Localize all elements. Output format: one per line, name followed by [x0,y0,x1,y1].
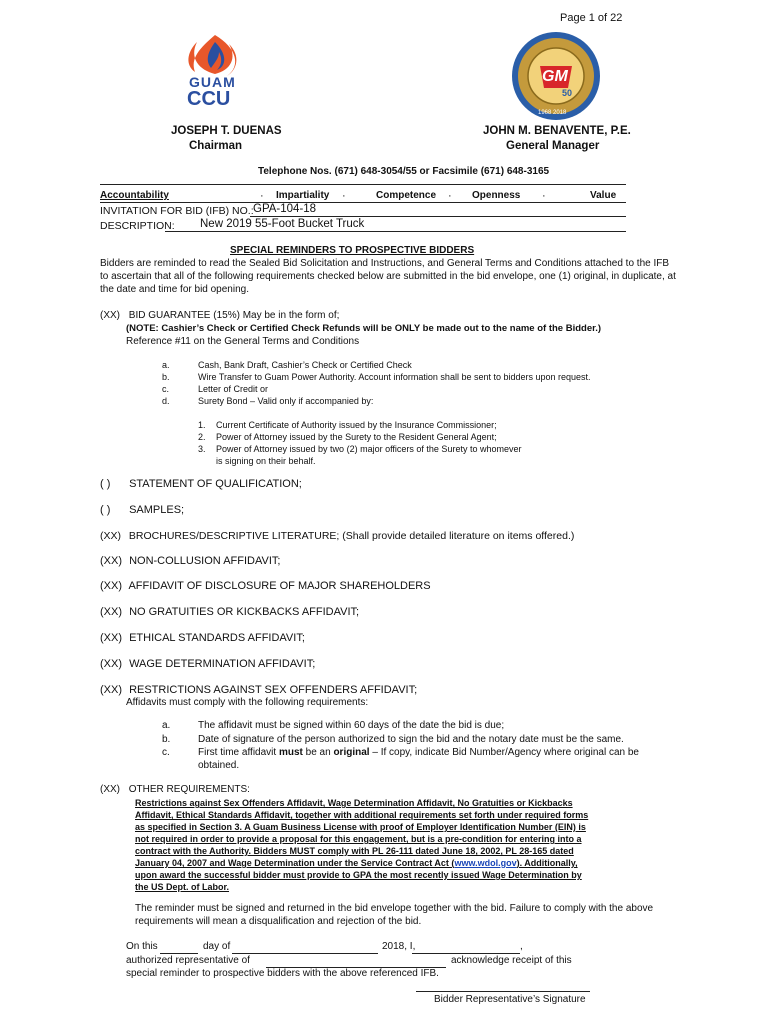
option-text: Wire Transfer to Guam Power Authority. Account information shall be sent to bidders upon request. [198,372,591,382]
gm-name: JOHN M. BENAVENTE, P.E. [483,125,631,137]
surety-key: 2. [198,432,206,442]
reminders-title: SPECIAL REMINDERS TO PROSPECTIVE BIDDERS [230,245,475,256]
affidavit-lead: Affidavits must comply with the following requirements: [126,697,369,708]
bid-guarantee-note: (NOTE: Cashier’s Check or Certified Check Refunds will be ONLY be made out to the name of the Bidder.) [126,323,602,334]
checklist-item-text: NO GRATUITIES OR KICKBACKS AFFIDAVIT; [129,606,360,618]
checklist-item-text: WAGE DETERMINATION AFFIDAVIT; [129,658,316,670]
affidavit-req-b: Date of signature of the person authorized to sign the bid and the notary date must be the same. [198,734,624,745]
checklist-item-text: STATEMENT OF QUALIFICATION; [129,478,302,490]
bid-guarantee-item [100,310,339,321]
month-blank[interactable] [232,953,378,954]
affidavit-req-c-cont: obtained. [198,760,240,771]
anniversary-seal [510,30,602,122]
check-mark[interactable]: (XX) [100,530,121,542]
other-req-line: Affidavit, Ethical Standards Affidavit, together with additional requirements set forth under required forms [135,810,589,820]
other-req-line: not required in order to provide a proposal for this engagement, but is a pre-condition for entering into a [135,834,582,844]
checklist-item [100,580,431,592]
checklist-item-text: RESTRICTIONS AGAINST SEX OFFENDERS AFFIDAVIT; [129,684,418,696]
description-value: New 2019 55-Foot Bucket Truck [200,218,365,230]
bid-guarantee-text: BID GUARANTEE (15%) May be in the form of; [128,310,340,321]
other-req-line: upon award the successful bidder must provide to GPA the most recently issued Wage Determination by [135,870,582,880]
affidavit-req-a: The affidavit must be signed within 60 days of the date the bid is due; [198,720,505,731]
wdol-link[interactable]: www.wdol.gov [454,858,517,868]
other-req-line: contract with the Authority. Bidders MUST comply with PL 26-111 dated June 18, 2002, PL 28-165 dated [135,846,574,856]
logo-text-guam: GUAM [189,74,236,90]
value-separator: · [542,190,546,202]
other-req-line: the US Dept. of Labor. [135,882,230,892]
ifb-number-underline [250,216,626,217]
value-separator: · [448,190,452,202]
value-impartiality: Impartiality [276,190,330,201]
other-requirements-item [100,784,250,795]
seal-center-text: GM [542,68,568,85]
reminders-intro: to ascertain that all of the following requirements checked below are submitted in the bid envelope, one (1) original, in duplicate, at [100,271,676,282]
checklist-item [100,555,280,567]
closing-paragraph: The reminder must be signed and returned in the bid envelope together with the bid. Failure to comply with the above [135,903,654,914]
value-value: Value [590,190,617,201]
phone-numbers: Telephone Nos. (671) 648-3054/55 or Facsimile (671) 648-3165 [258,166,550,177]
checklist-item-text: SAMPLES; [129,504,185,516]
checklist-item [100,658,315,670]
day-blank[interactable] [160,953,198,954]
logo-text-ccu: CCU [187,88,231,110]
option-text: Cash, Bank Draft, Cashier’s Check or Certified Check [198,360,412,370]
value-accountability: Accountability [100,190,169,201]
auth-rep-label: authorized representative of [126,955,250,966]
checklist-item-text: ETHICAL STANDARDS AFFIDAVIT; [129,632,305,644]
affidavit-key: c. [162,747,170,758]
surety-text: Power of Attorney issued by the Surety to the Resident General Agent; [216,432,497,442]
check-mark[interactable]: (XX) [100,310,120,321]
check-mark[interactable]: (XX) [100,632,122,644]
checklist-item-text: NON-COLLUSION AFFIDAVIT; [129,555,281,567]
option-key: c. [162,384,170,394]
checklist-item-text: BROCHURES/DESCRIPTIVE LITERATURE; (Shall provide detailed literature on items offered.) [128,530,575,542]
special-reminder-line: special reminder to prospective bidders with the above referenced IFB. [126,968,439,979]
option-key: a. [162,360,170,370]
other-requirements-title: OTHER REQUIREMENTS: [128,784,250,795]
checklist-item [100,606,359,618]
value-competence: Competence [376,190,437,201]
surety-key: 1. [198,420,206,430]
gm-title: General Manager [506,140,600,152]
other-req-line: January 04, 2007 and Wage Determination under the Service Contract Act (www.wdol.gov). Additionally, [135,858,578,868]
name-blank[interactable] [412,953,520,954]
description-label: DESCRIPTION: [100,220,175,232]
ccu-logo [175,30,255,115]
checklist-item [100,530,574,542]
divider [100,202,626,203]
check-mark[interactable]: ( ) [100,478,111,490]
seal-dates: 1968 2018 [538,110,567,116]
option-text: Letter of Credit or [198,384,269,394]
chairman-title: Chairman [189,140,243,152]
page-number: Page 1 of 22 [560,12,623,24]
comma: , [520,941,523,952]
option-key: d. [162,396,170,406]
affidavit-key: b. [162,734,171,745]
signature-line[interactable] [416,991,590,992]
check-mark[interactable]: (XX) [100,580,122,592]
reminders-intro: the date and time for bid opening. [100,284,249,295]
check-mark[interactable]: (XX) [100,606,122,618]
check-mark[interactable]: (XX) [100,658,122,670]
checklist-item [100,504,184,516]
option-key: b. [162,372,170,382]
check-mark[interactable]: (XX) [100,555,122,567]
ifb-number: GPA-104-18 [253,203,317,215]
bid-guarantee-reference: Reference #11 on the General Terms and Conditions [126,336,360,347]
on-this-label: On this [126,941,158,952]
affidavit-req-c: First time affidavit must be an original – If copy, indicate Bid Number/Agency where original can be [198,747,639,758]
description-underline [165,231,626,232]
affidavit-key: a. [162,720,171,731]
ifb-label: INVITATION FOR BID (IFB) NO.: [100,205,254,217]
check-mark[interactable]: (XX) [100,784,120,795]
checklist-item [100,478,302,490]
surety-text: is signing on their behalf. [216,456,316,466]
chairman-name: JOSEPH T. DUENAS [171,125,282,137]
seal-years: 50 [562,88,573,98]
value-openness: Openness [472,190,521,201]
checklist-item [100,684,417,696]
value-separator: · [260,190,264,202]
checklist-item [100,632,305,644]
value-separator: · [342,190,346,202]
checklist-item-text: AFFIDAVIT OF DISCLOSURE OF MAJOR SHAREHOLDERS [128,580,431,592]
other-req-line: Restrictions against Sex Offenders Affidavit, Wage Determination Affidavit, No Gratuities or Kickbacks [135,798,573,808]
signature-label: Bidder Representative’s Signature [434,994,586,1005]
check-mark[interactable]: ( ) [100,504,111,516]
year-label: 2018, I, [382,941,416,952]
surety-key: 3. [198,444,206,454]
day-of-label: day of [203,941,231,952]
acknowledge-label: acknowledge receipt of this [451,955,572,966]
reminders-intro: Bidders are reminded to read the Sealed Bid Solicitation and Instructions, and General Terms and Conditions attached to the IFB [100,258,670,269]
divider [100,184,626,185]
check-mark[interactable]: (XX) [100,684,122,696]
closing-paragraph: requirements will mean a disqualification and rejection of the bid. [135,916,422,927]
option-text: Surety Bond – Valid only if accompanied by: [198,396,374,406]
other-req-line: as specified in Section 3. A Guam Business License with proof of Employer Identification Number (EIN) is [135,822,586,832]
surety-text: Power of Attorney issued by two (2) major officers of the Surety to whomever [216,444,522,454]
surety-text: Current Certificate of Authority issued by the Insurance Commissioner; [216,420,497,430]
